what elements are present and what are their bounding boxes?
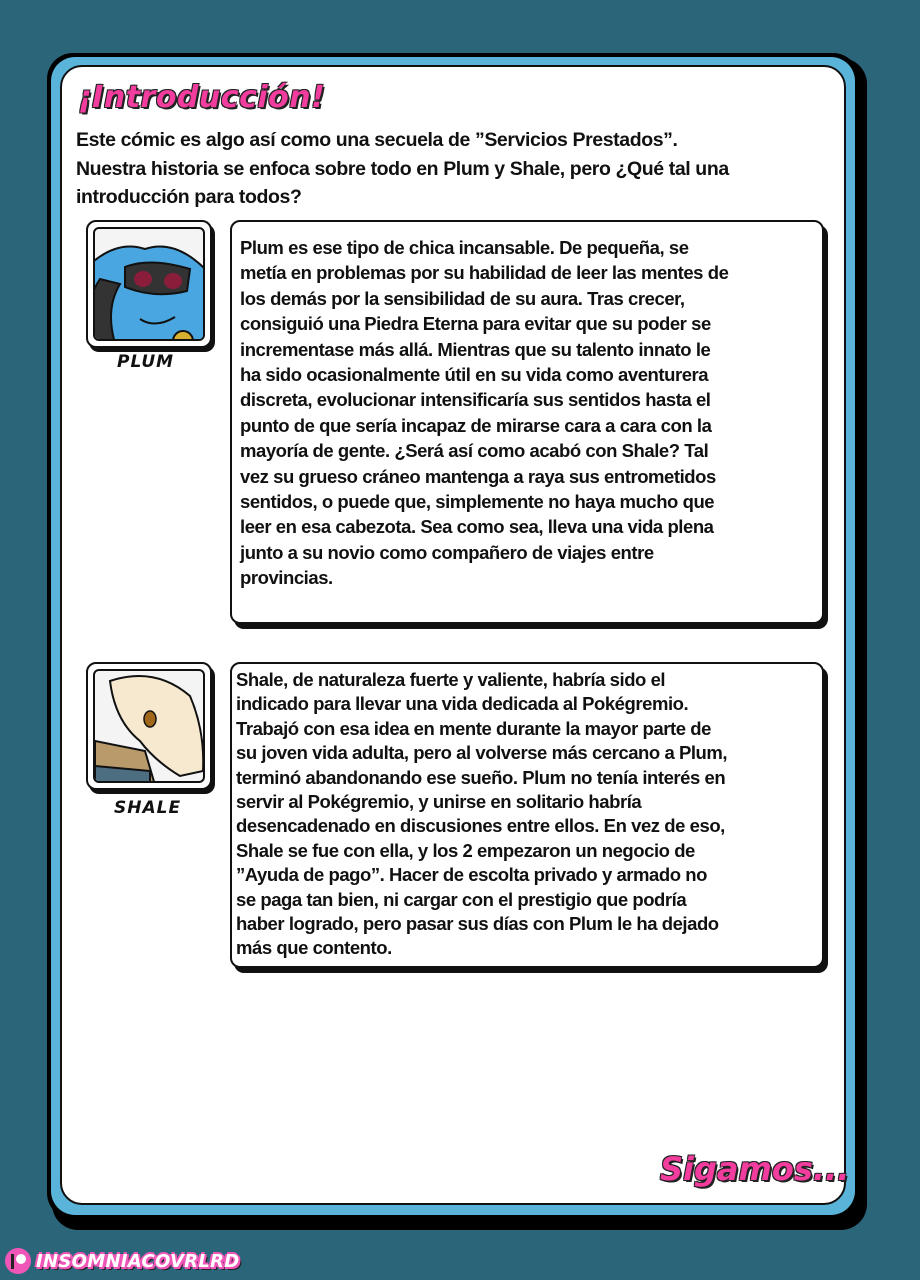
text-line: indicado para llevar una vida dedicada al Pokégremio.: [236, 693, 689, 715]
text-line: provincias.: [240, 567, 333, 589]
text-line: haber logrado, pero pasar sus días con Plum le ha dejado: [236, 913, 719, 935]
plum-description-box: [230, 220, 824, 624]
text-line: metía en problemas por su habilidad de leer las mentes de: [240, 262, 729, 284]
text-line: Plum es ese tipo de chica incansable. De pequeña, se: [240, 237, 689, 258]
text-line: Shale, de naturaleza fuerte y valiente, habría sido el: [236, 669, 666, 690]
patreon-icon: [5, 1248, 31, 1274]
closing-text: Sigamos...: [660, 1150, 850, 1188]
author-credit[interactable]: [5, 1248, 240, 1274]
text-line: punto de que sería incapaz de mirarse cara a cara con la: [240, 414, 712, 436]
text-line: Trabajó con esa idea en mente durante la mayor parte de: [236, 717, 711, 739]
riolu-image: [95, 229, 205, 341]
text-line: introducción para todos?: [76, 186, 302, 208]
cubone-image: [95, 671, 205, 783]
page-title: ¡Introducción!: [78, 80, 326, 115]
text-line: discreta, evolucionar intensificaría sus sentidos hasta el: [240, 389, 711, 411]
text-line: los demás por la sensibilidad de su aura. Tras crecer,: [240, 287, 685, 309]
text-line: vez su grueso cráneo mantenga a raya sus entrometidos: [240, 465, 716, 487]
intro-text: [76, 126, 729, 212]
shale-description-box: [230, 662, 824, 968]
text-line: ha sido ocasionalmente útil en su vida como aventurera: [240, 364, 709, 386]
text-line: leer en esa cabezota. Sea como sea, lleva una vida plena: [240, 516, 714, 538]
text-line: consiguió una Piedra Eterna para evitar que su poder se: [240, 313, 711, 335]
text-line: se paga tan bien, ni cargar con el prestigio que podría: [236, 888, 687, 910]
text-line: servir al Pokégremio, y unirse en solitario habría: [236, 791, 642, 813]
text-line: ”Ayuda de pago”. Hacer de escolta privado y armado no: [236, 864, 707, 886]
shale-description: [236, 668, 727, 961]
text-line: sentidos, o puede que, simplemente no haya mucho que: [240, 491, 715, 513]
character-name-shale: SHALE: [114, 798, 182, 818]
shale-portrait: [86, 662, 212, 790]
plum-description: [240, 235, 728, 591]
text-line: desencadenado en discusiones entre ellos. En vez de eso,: [236, 815, 725, 837]
text-line: terminó abandonando ese sueño. Plum no tenía interés en: [236, 766, 726, 788]
text-line: Nuestra historia se enfoca sobre todo en Plum y Shale, pero ¿Qué tal una: [76, 157, 729, 180]
text-line: su joven vida adulta, pero al volverse más cercano a Plum,: [236, 742, 728, 764]
plum-portrait: [86, 220, 212, 348]
text-line: incrementase más allá. Mientras que su talento innato le: [240, 338, 711, 360]
text-line: Shale se fue con ella, y los 2 empezaron un negocio de: [236, 839, 695, 861]
text-line: mayoría de gente. ¿Será así como acabó con Shale? Tal: [240, 440, 709, 462]
text-line: junto a su novio como compañero de viajes entre: [240, 541, 654, 563]
author-name: INSOMNIACOVRLRD: [36, 1250, 240, 1272]
text-line: más que contento.: [236, 937, 392, 959]
character-name-plum: PLUM: [117, 352, 175, 372]
text-line: Este cómic es algo así como una secuela de ”Servicios Prestados”.: [76, 129, 678, 151]
